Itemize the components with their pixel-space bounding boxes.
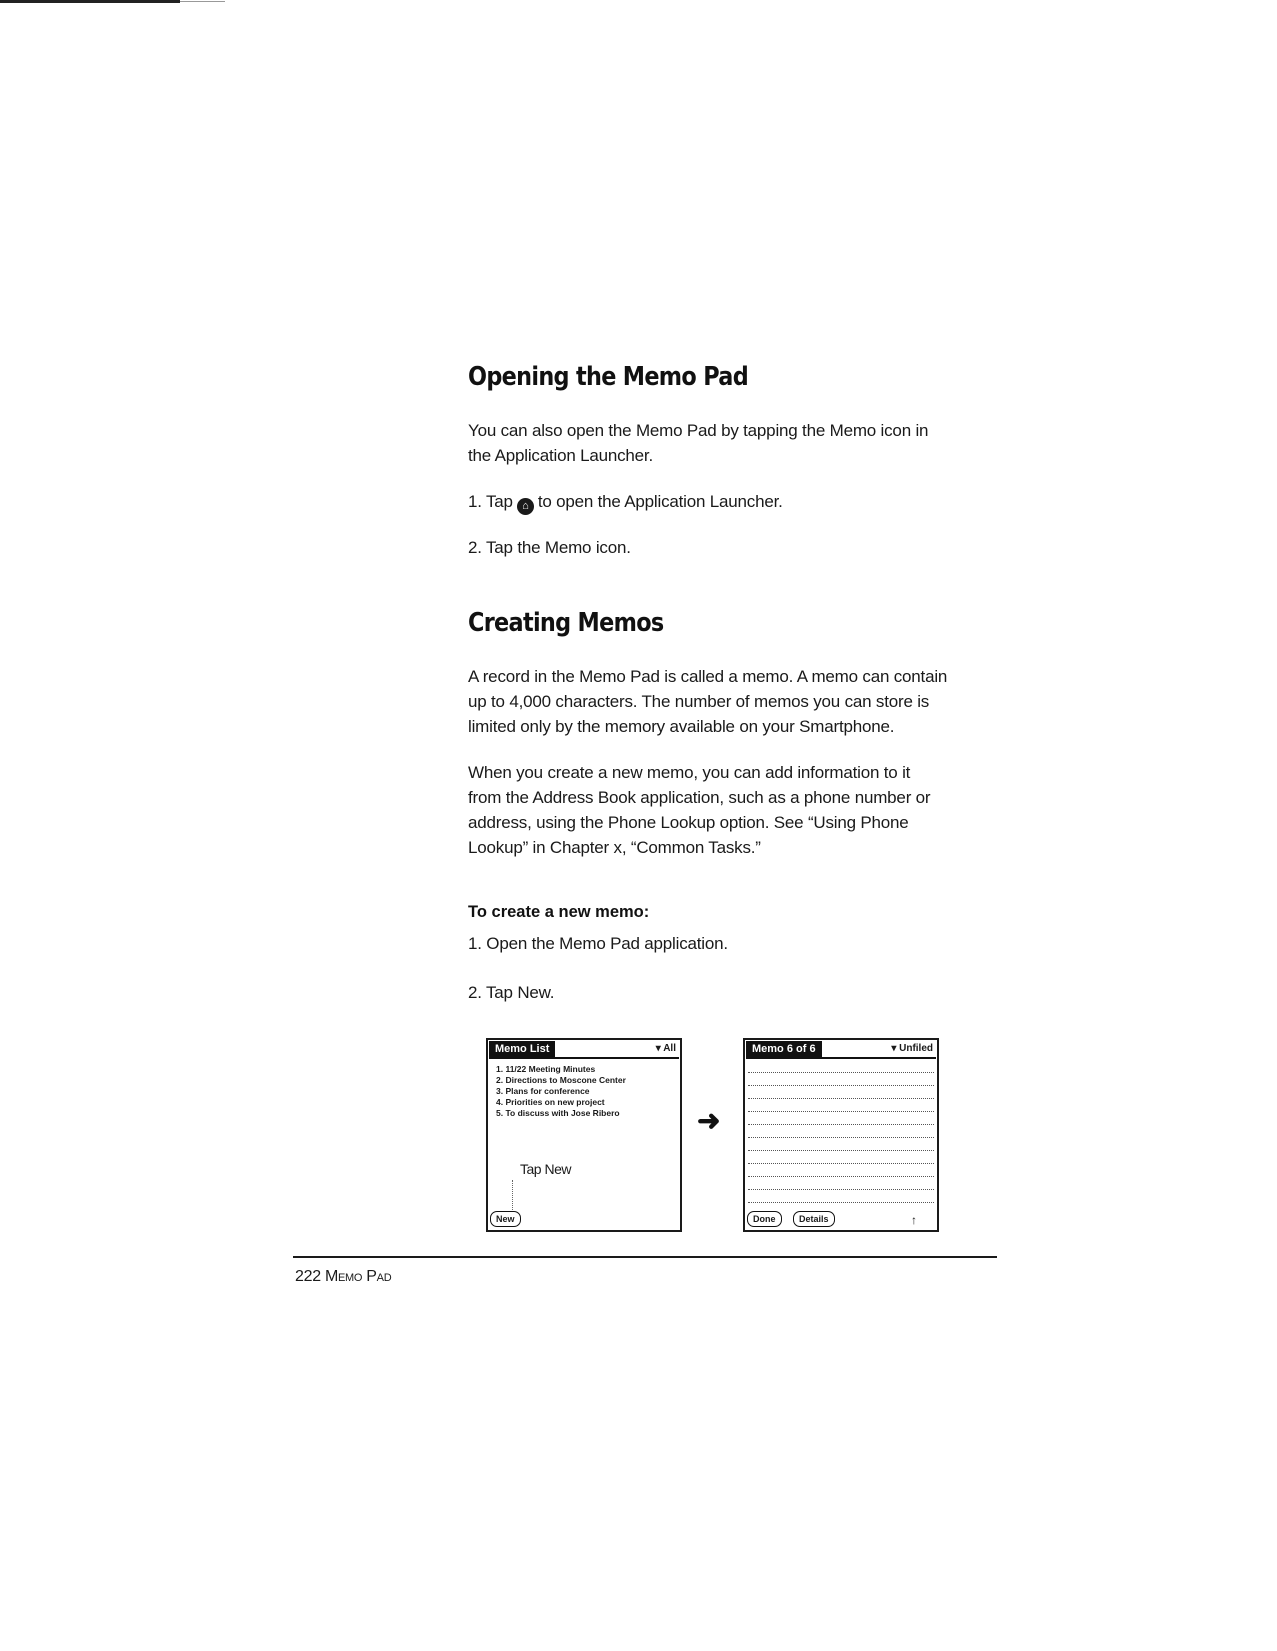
details-button[interactable]: Details: [793, 1211, 835, 1227]
list-item[interactable]: 1. 11/22 Meeting Minutes: [496, 1064, 596, 1074]
note-line: [748, 1098, 934, 1099]
memo-list-category-picker[interactable]: ▾ All: [655, 1043, 676, 1054]
new-button[interactable]: New: [490, 1211, 521, 1227]
list-item[interactable]: 4. Priorities on new project: [496, 1097, 605, 1107]
note-line: [748, 1202, 934, 1203]
page-footer: [295, 1268, 391, 1286]
note-line: [748, 1189, 934, 1190]
scroll-up-arrow-icon[interactable]: ↑: [911, 1213, 917, 1227]
note-line: [748, 1111, 934, 1112]
memo-edit-title: Memo 6 of 6: [746, 1041, 822, 1057]
done-button[interactable]: Done: [747, 1211, 782, 1227]
memo-list-screen: [486, 1038, 682, 1232]
creating-paragraph-1: A record in the Memo Pad is called a memo. A memo can contain up to 4,000 characters. The number of memos you can store is limited only by the memory available on your Smartphone.: [468, 667, 948, 736]
memo-edit-screen: [743, 1038, 939, 1232]
note-line: [748, 1137, 934, 1138]
note-line: [748, 1163, 934, 1164]
memo-edit-category-picker[interactable]: ▾ Unfiled: [891, 1043, 933, 1054]
opening-step-1: [468, 489, 783, 515]
right-arrow-icon: ➜: [697, 1105, 721, 1136]
opening-intro-paragraph: You can also open the Memo Pad by tapping the Memo icon in the Application Launcher.: [468, 421, 929, 465]
heading-creating-memos: Creating Memos: [468, 608, 664, 638]
page-number: 222: [295, 1268, 321, 1285]
heading-opening-memo-pad: Opening the Memo Pad: [468, 362, 749, 392]
creating-step-1: 1. Open the Memo Pad application.: [468, 934, 728, 953]
memo-list-title-rule: [489, 1057, 679, 1059]
procedure-title: To create a new memo:: [468, 903, 650, 921]
note-line: [748, 1124, 934, 1125]
note-line: [748, 1072, 934, 1073]
creating-step-2: 2. Tap New.: [468, 983, 555, 1002]
memo-list-title: Memo List: [489, 1041, 555, 1057]
opening-step-1-prefix: 1. Tap: [468, 492, 513, 511]
opening-step-1-suffix: to open the Application Launcher.: [537, 492, 783, 511]
note-line: [748, 1085, 934, 1086]
section-name: Memo Pad: [324, 1268, 392, 1285]
top-rule-faint: [180, 1, 225, 2]
memo-list: [496, 1064, 626, 1119]
memo-edit-title-rule: [746, 1057, 936, 1059]
footer-rule: [293, 1256, 997, 1258]
note-line: [748, 1176, 934, 1177]
list-item[interactable]: 5. To discuss with Jose Ribero: [496, 1108, 620, 1118]
list-item[interactable]: 2. Directions to Moscone Center: [496, 1075, 626, 1085]
application-launcher-icon: ⌂: [517, 498, 534, 515]
tap-new-callout: Tap New: [520, 1161, 571, 1177]
list-item[interactable]: 3. Plans for conference: [496, 1086, 590, 1096]
creating-paragraph-2: When you create a new memo, you can add information to it from the Address Book application, such as a phone number or address, using the Phone Lookup option. See “Using Phone Lookup” in Chapter x, “Common Tasks.”: [468, 763, 931, 857]
top-rule: [0, 0, 180, 3]
callout-leader-line: [512, 1180, 513, 1212]
opening-step-2: 2. Tap the Memo icon.: [468, 538, 631, 557]
note-line: [748, 1150, 934, 1151]
